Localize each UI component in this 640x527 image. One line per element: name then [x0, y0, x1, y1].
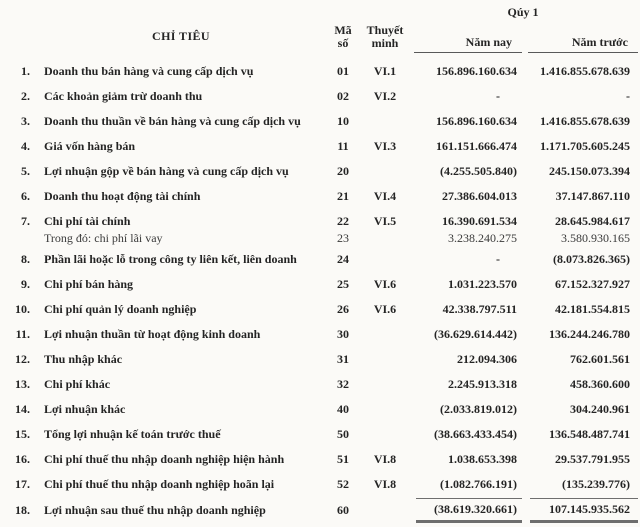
table-body — [0, 59, 640, 524]
row-value-this-year: 2.245.913.318 — [448, 377, 517, 391]
row-value-this-year: 156.896.160.634 — [436, 64, 517, 78]
row-label: Chi phí thuế thu nhập doanh nghiệp hiện hành — [44, 452, 285, 466]
row-number: 4. — [21, 139, 30, 153]
row-code: 52 — [337, 477, 349, 491]
row-number: 1. — [21, 64, 30, 78]
row-label: Chi phí bán hàng — [44, 277, 134, 291]
row-note: VI.2 — [373, 89, 397, 103]
row-label: Trong đó: chi phí lãi vay — [44, 231, 163, 245]
row-number: 3. — [21, 114, 30, 128]
table-row — [0, 497, 638, 524]
row-value-prior-year: 42.181.554.815 — [555, 302, 630, 316]
row-value-this-year: 161.151.666.474 — [436, 139, 517, 153]
row-label: Phần lãi hoặc lỗ trong công ty liên kết, liên doanh — [44, 252, 297, 266]
row-value-prior-year: 67.152.327.927 — [555, 277, 630, 291]
row-number: 7. — [21, 214, 30, 228]
row-number: 2. — [21, 89, 30, 103]
row-note: VI.8 — [373, 477, 397, 491]
header-code-line2: số — [337, 36, 349, 50]
row-value-prior-year: (135.239.776) — [562, 477, 630, 491]
row-value-prior-year: 1.416.855.678.639 — [540, 114, 630, 128]
row-number: 18. — [15, 503, 30, 517]
row-label: Tổng lợi nhuận kế toán trước thuế — [44, 427, 221, 441]
row-code: 11 — [337, 139, 349, 153]
row-value-prior-year: 29.537.791.955 — [555, 452, 630, 466]
row-value-this-year: (4.255.505.840) — [440, 164, 517, 178]
row-number: 9. — [21, 277, 30, 291]
row-value-prior-year: 28.645.984.617 — [555, 214, 630, 228]
row-label: Chi phí tài chính — [44, 214, 131, 228]
row-code: 50 — [337, 427, 349, 441]
table-header — [0, 3, 638, 53]
row-value-prior-year: 458.360.600 — [570, 377, 630, 391]
row-code: 60 — [337, 503, 349, 517]
row-note: VI.6 — [373, 302, 397, 316]
row-value-this-year: 16.390.691.534 — [442, 214, 517, 228]
row-value-prior-year: 107.145.935.562 — [530, 498, 638, 523]
row-label: Thu nhập khác — [44, 352, 123, 366]
row-value-this-year: (38.619.320.661) — [416, 498, 522, 523]
row-code: 31 — [337, 352, 349, 366]
row-label: Lợi nhuận gộp về bán hàng và cung cấp dịch vụ — [44, 164, 289, 178]
row-code: 23 — [337, 231, 349, 245]
row-note: VI.3 — [373, 139, 397, 153]
header-code-line1: Mã — [334, 23, 352, 37]
row-code: 25 — [337, 277, 349, 291]
row-note: VI.6 — [373, 277, 397, 291]
row-value-this-year: - — [496, 89, 500, 103]
table-row — [0, 247, 638, 272]
table-row — [0, 184, 638, 209]
row-label: Giá vốn hàng bán — [44, 139, 136, 153]
row-value-this-year: 42.338.797.511 — [442, 302, 517, 316]
row-code: 51 — [337, 452, 349, 466]
row-value-this-year: 212.094.306 — [457, 352, 517, 366]
row-value-prior-year: 37.147.867.110 — [555, 189, 630, 203]
row-label: Doanh thu hoạt động tài chính — [44, 189, 201, 203]
row-code: 21 — [337, 189, 349, 203]
row-note: VI.8 — [373, 452, 397, 466]
table-row — [0, 322, 638, 347]
row-note: VI.4 — [373, 189, 397, 203]
row-number: 6. — [21, 189, 30, 203]
table-row — [0, 472, 638, 497]
row-label: Lợi nhuận sau thuế thu nhập doanh nghiệp — [44, 503, 266, 517]
row-label: Lợi nhuận khác — [44, 402, 126, 416]
row-code: 40 — [337, 402, 349, 416]
row-value-this-year: (38.663.433.454) — [434, 427, 517, 441]
row-number: 13. — [15, 377, 30, 391]
row-number: 8. — [21, 252, 30, 266]
row-number: 16. — [15, 452, 30, 466]
row-number: 14. — [15, 402, 30, 416]
row-value-prior-year: - — [626, 89, 630, 103]
header-prior-year-label: Năm trước — [528, 35, 638, 53]
row-code: 32 — [337, 377, 349, 391]
table-row — [0, 447, 638, 472]
row-value-this-year: 3.238.240.275 — [448, 231, 517, 245]
row-label: Chi phí thuế thu nhập doanh nghiệp hoãn lại — [44, 477, 275, 491]
row-value-prior-year: 136.244.246.780 — [549, 327, 630, 341]
row-code: 02 — [337, 89, 349, 103]
header-code-label — [324, 24, 362, 53]
table-row — [0, 347, 638, 372]
row-label: Doanh thu thuần về bán hàng và cung cấp dịch vụ — [44, 114, 301, 128]
row-value-this-year: (1.082.766.191) — [440, 477, 517, 491]
row-value-prior-year: 1.171.705.605.245 — [540, 139, 630, 153]
row-code: 20 — [337, 164, 349, 178]
table-row — [0, 109, 638, 134]
row-note: VI.5 — [373, 214, 397, 228]
row-code: 10 — [337, 114, 349, 128]
row-value-this-year: 1.038.653.398 — [448, 452, 517, 466]
row-value-this-year: - — [496, 252, 500, 266]
table-row — [0, 59, 638, 84]
row-value-this-year: (2.033.819.012) — [440, 402, 517, 416]
header-criteria-label: CHỈ TIÊU — [152, 29, 210, 43]
header-note-label — [362, 24, 408, 53]
row-code: 22 — [337, 214, 349, 228]
row-code: 24 — [337, 252, 349, 266]
row-number: 15. — [15, 427, 30, 441]
row-number: 17. — [15, 477, 30, 491]
row-label: Các khoản giảm trừ doanh thu — [44, 89, 203, 103]
row-code: 01 — [337, 64, 349, 78]
header-this-year-label: Năm nay — [414, 35, 522, 53]
row-value-prior-year: 304.240.961 — [570, 402, 630, 416]
header-note-line1: Thuyết — [366, 23, 404, 37]
table-row — [0, 372, 638, 397]
row-value-prior-year: 136.548.487.741 — [549, 427, 630, 441]
row-code: 26 — [337, 302, 349, 316]
row-number: 11. — [15, 327, 30, 341]
row-value-prior-year: 245.150.073.394 — [549, 164, 630, 178]
header-note-line2: minh — [371, 36, 399, 50]
header-quarter-label: Qúy 1 — [507, 5, 539, 19]
row-value-this-year: (36.629.614.442) — [434, 327, 517, 341]
row-value-this-year: 156.896.160.634 — [436, 114, 517, 128]
row-value-prior-year: (8.073.826.365) — [553, 252, 630, 266]
row-number: 5. — [21, 164, 30, 178]
table-row — [0, 134, 638, 159]
row-code: 30 — [337, 327, 349, 341]
row-note: VI.1 — [373, 64, 397, 78]
row-number: 10. — [15, 302, 30, 316]
table-row — [0, 272, 638, 297]
row-value-prior-year: 1.416.855.678.639 — [540, 64, 630, 78]
table-row — [0, 422, 638, 447]
table-row — [0, 397, 638, 422]
row-value-prior-year: 762.601.561 — [570, 352, 630, 366]
row-number: 12. — [15, 352, 30, 366]
table-row — [0, 230, 638, 247]
row-value-this-year: 1.031.223.570 — [448, 277, 517, 291]
row-label: Chi phí khác — [44, 377, 111, 391]
row-label: Lợi nhuận thuần từ hoạt động kinh doanh — [44, 327, 261, 341]
table-row — [0, 84, 638, 109]
table-row — [0, 297, 638, 322]
row-value-prior-year: 3.580.930.165 — [561, 231, 630, 245]
row-label: Doanh thu bán hàng và cung cấp dịch vụ — [44, 64, 254, 78]
row-label: Chi phí quản lý doanh nghiệp — [44, 302, 197, 316]
row-value-this-year: 27.386.604.013 — [442, 189, 517, 203]
table-row — [0, 159, 638, 184]
